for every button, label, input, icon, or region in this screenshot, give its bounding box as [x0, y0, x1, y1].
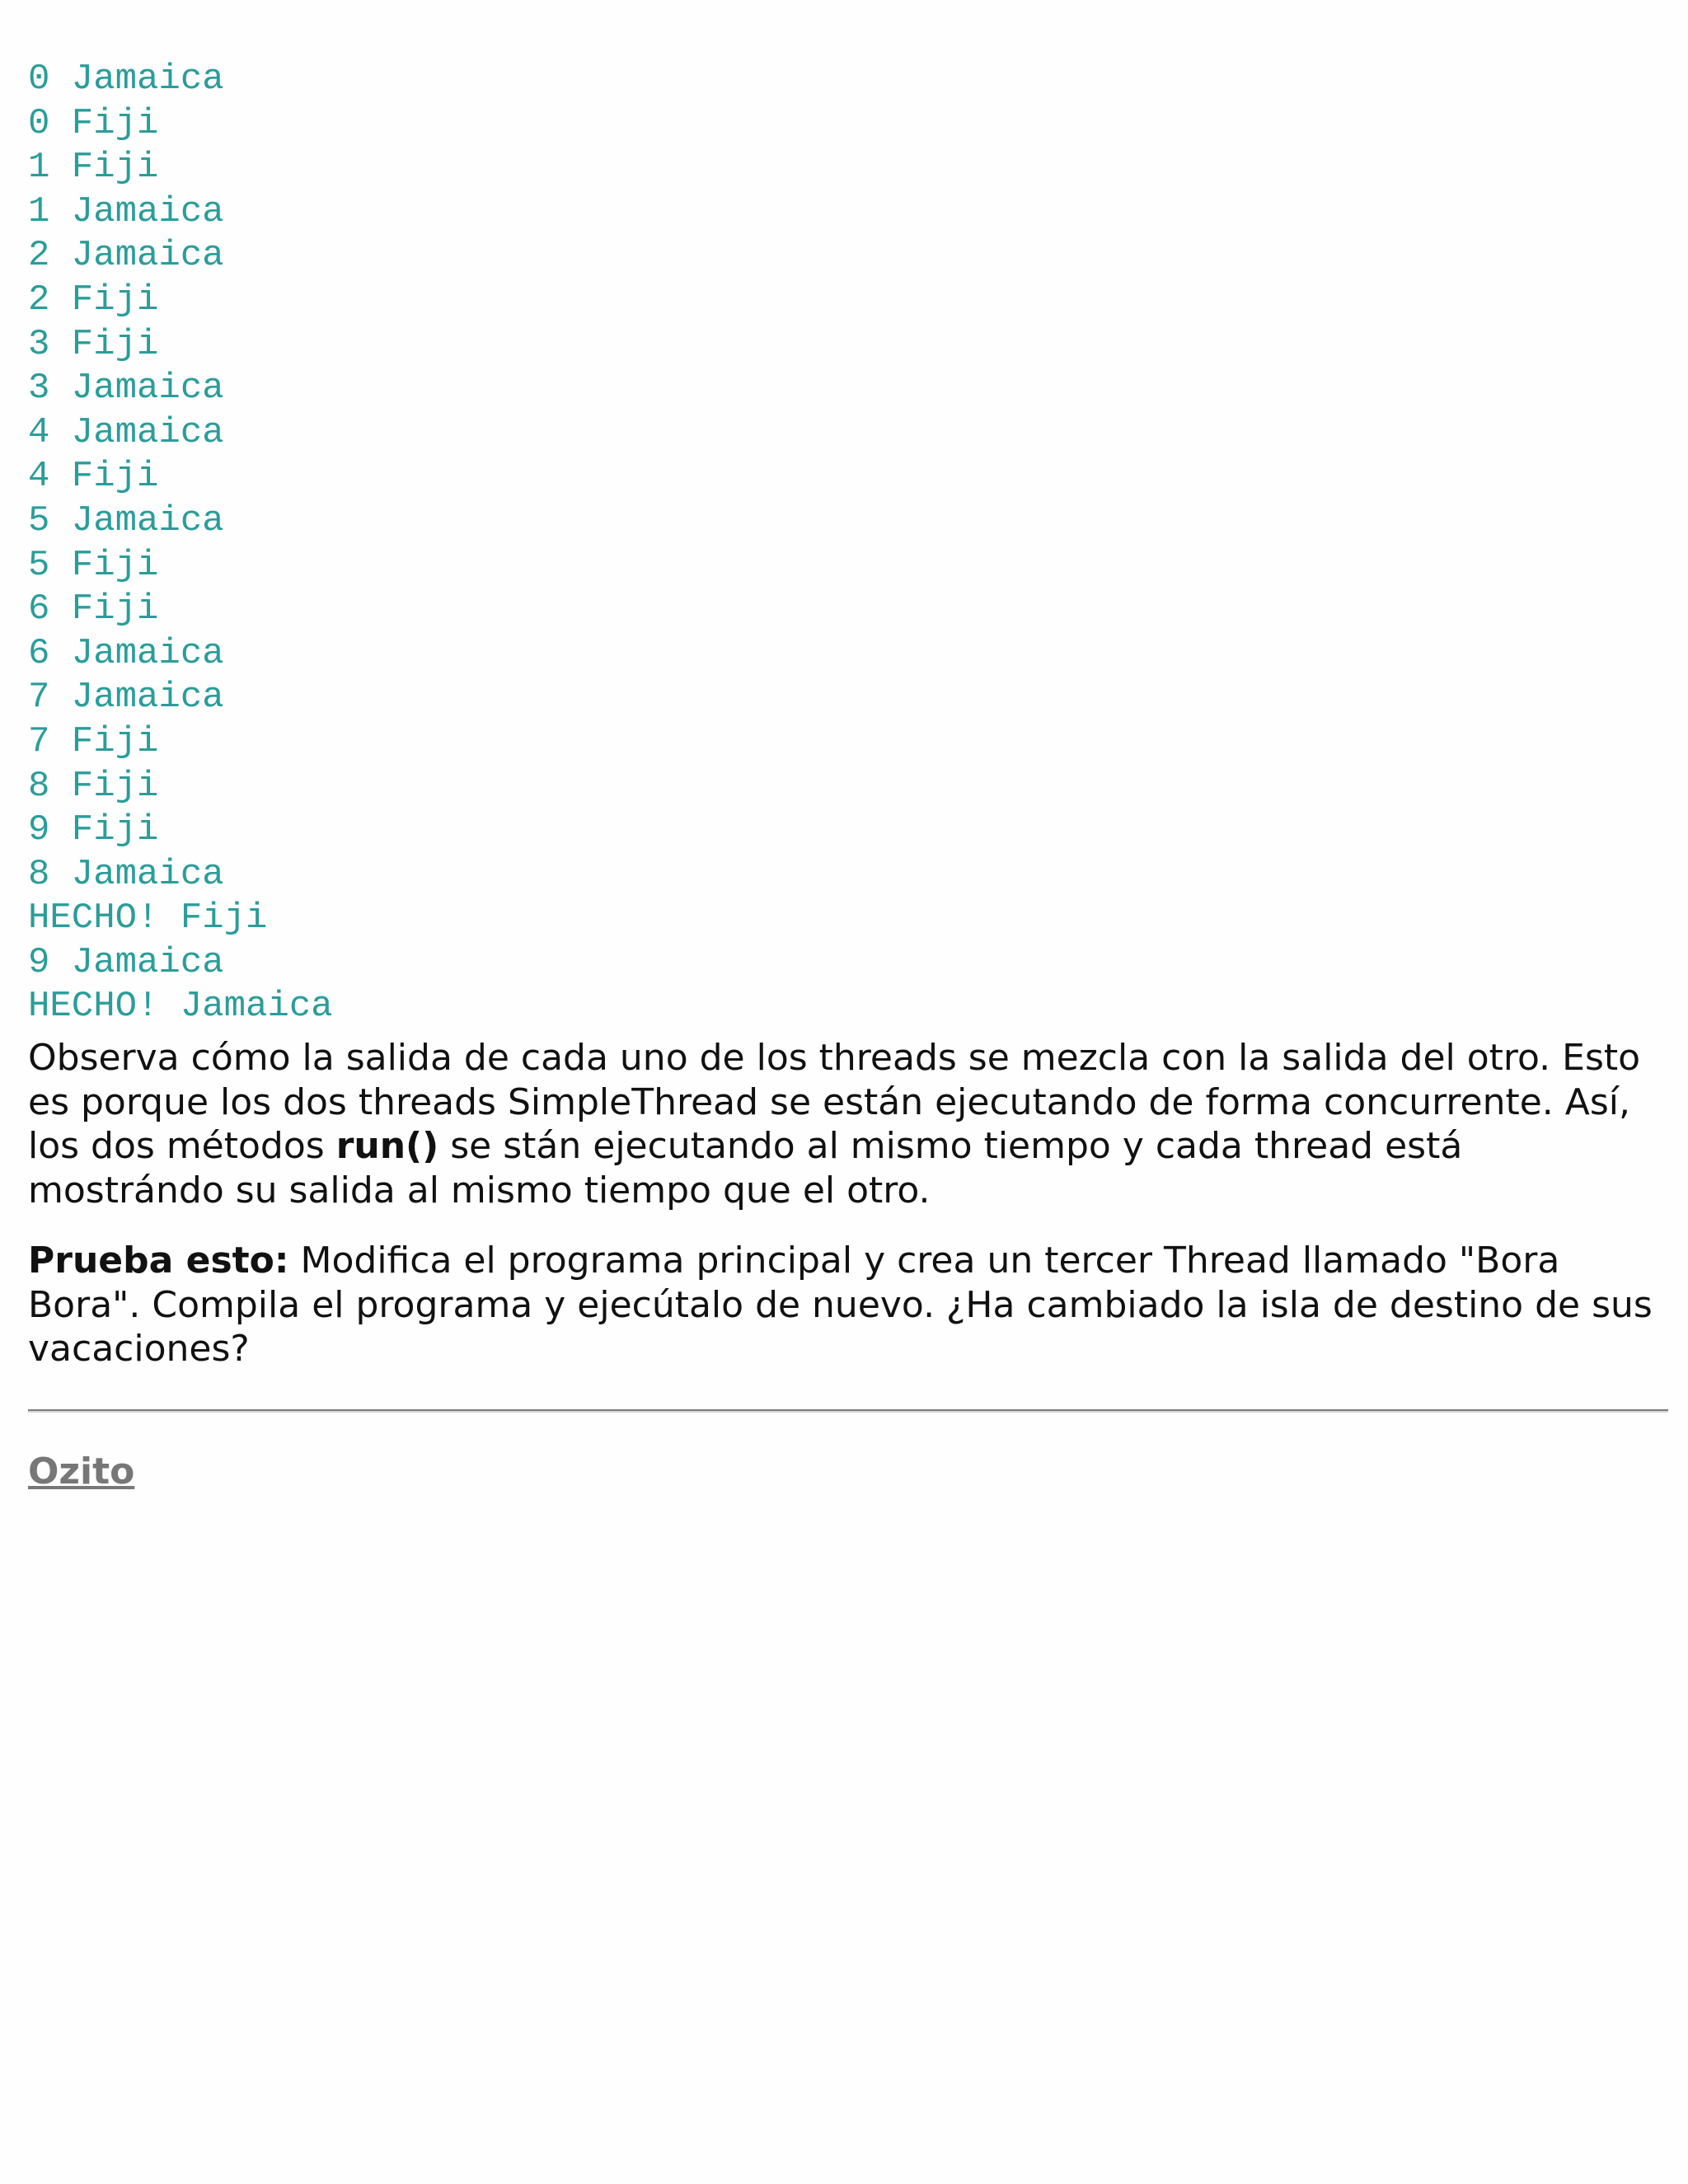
output-line: HECHO! Jamaica: [28, 986, 333, 1028]
try-this-label: Prueba esto:: [28, 1240, 289, 1282]
output-line: 0 Fiji: [28, 102, 159, 144]
output-line: 1 Fiji: [28, 147, 159, 189]
output-line: 4 Jamaica: [28, 411, 224, 453]
output-line: 7 Fiji: [28, 720, 159, 762]
output-line: 7 Jamaica: [28, 677, 224, 719]
output-line: 3 Jamaica: [28, 368, 224, 410]
output-line: 2 Fiji: [28, 279, 159, 321]
output-line: 2 Jamaica: [28, 235, 224, 277]
ozito-link[interactable]: Ozito: [28, 1450, 135, 1493]
output-line: 1 Jamaica: [28, 190, 224, 232]
try-this-text: Modifica el programa principal y crea un tercer Thread llamado "Bora Bora". Compila el programa y ejecútalo de nuevo. ¿Ha cambiado la isla de destino de sus vacaciones?: [28, 1240, 1653, 1371]
output-line: 0 Jamaica: [28, 59, 224, 100]
run-method-bold: run(): [335, 1125, 439, 1168]
try-this-paragraph: [28, 1239, 1668, 1371]
output-line: 5 Fiji: [28, 544, 159, 586]
explanation-text-after: se stán ejecutando al mismo tiempo y cada thread está mostrándo su salida al mismo tiempo que el otro.: [28, 1125, 1463, 1212]
output-line: 8 Fiji: [28, 765, 159, 807]
explanation-paragraph: [28, 1036, 1668, 1212]
document-page: [28, 58, 1668, 1495]
output-line: 4 Fiji: [28, 456, 159, 498]
output-line: 9 Fiji: [28, 809, 159, 851]
output-line: 3 Fiji: [28, 323, 159, 365]
program-output: [28, 58, 1668, 1029]
output-line: 9 Jamaica: [28, 941, 224, 983]
output-line: 5 Jamaica: [28, 499, 224, 541]
horizontal-divider: [28, 1409, 1668, 1413]
explanation-text-before: Observa cómo la salida de cada uno de los threads se mezcla con la salida del otro. Esto es porque los dos threads SimpleThread se están ejecutando de forma concurrente. Así, los dos métodos: [28, 1037, 1641, 1168]
output-line: 8 Jamaica: [28, 853, 224, 895]
output-line: 6 Fiji: [28, 588, 159, 630]
output-line: 6 Jamaica: [28, 632, 224, 674]
output-line: HECHO! Fiji: [28, 898, 268, 940]
